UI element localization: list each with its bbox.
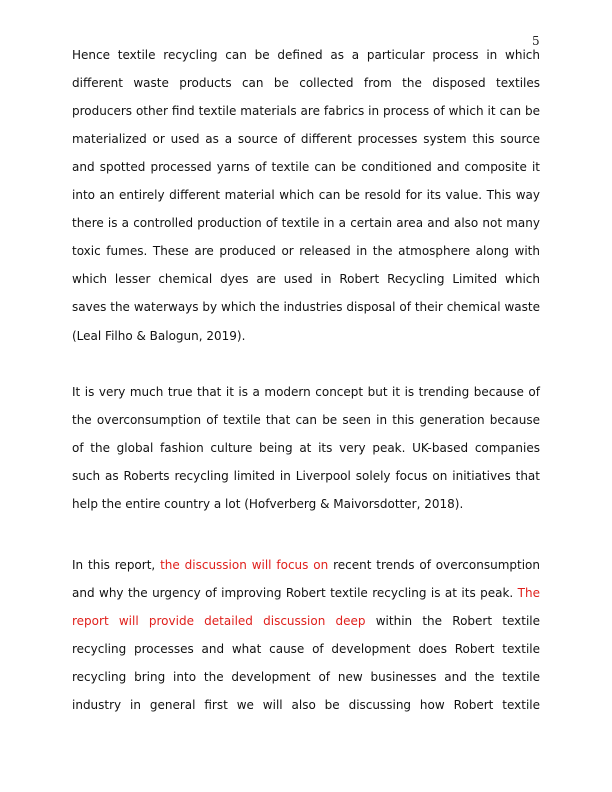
- text-segment: recycling processes and what cause of development does Robert textile: [72, 642, 540, 657]
- text-segment: In this report,: [72, 558, 161, 572]
- text-segment: help the entire country a lot (Hofverberg & Maivorsdotter, 2018).: [72, 497, 464, 512]
- highlighted-text: The: [517, 586, 540, 601]
- text-segment: producers other find textile materials are fabrics in process of which it can be: [72, 104, 540, 119]
- text-segment: recycling bring into the development of new businesses and the textile: [72, 670, 540, 685]
- text-segment: industry in general first we will also be discussing how Robert textile: [72, 698, 540, 713]
- text-segment: toxic fumes. These are produced or released in the atmosphere along with: [72, 244, 540, 259]
- text-segment: materialized or used as a source of different processes system this source: [72, 132, 540, 147]
- text-segment: of the global fashion culture being at its very peak. UK-based companies: [72, 441, 540, 456]
- text-line: [72, 468, 540, 484]
- text-segment: there is a controlled production of textile in a certain area and also not many: [72, 216, 540, 231]
- text-line: [72, 557, 540, 573]
- text-line: [72, 697, 540, 713]
- text-line: [72, 440, 540, 456]
- text-line: [72, 271, 540, 287]
- text-line: [72, 131, 540, 147]
- text-line: [72, 243, 540, 259]
- text-line: [72, 187, 540, 203]
- text-line: [72, 75, 540, 91]
- text-segment: and why the urgency of improving Robert textile recycling is at its peak.: [72, 586, 518, 601]
- text-line: [72, 669, 540, 685]
- text-segment: different waste products can be collected from the disposed textiles: [72, 76, 540, 91]
- text-segment: saves the waterways by which the industries disposal of their chemical waste: [72, 300, 540, 315]
- text-segment: It is very much true that it is a modern concept but it is trending because of: [72, 385, 540, 399]
- text-segment: Hence textile recycling can be defined as a particular process in which: [72, 48, 540, 62]
- highlighted-text: report will provide detailed discussion deep: [72, 614, 366, 629]
- text-line: [72, 496, 540, 512]
- highlighted-text: the discussion will focus on: [160, 558, 329, 572]
- text-line: [72, 299, 540, 315]
- text-segment: the overconsumption of textile that can be seen in this generation because: [72, 413, 540, 428]
- text-line: [72, 613, 540, 629]
- text-segment: such as Roberts recycling limited in Liverpool solely focus on initiatives that: [72, 469, 540, 484]
- text-segment: and spotted processed yarns of textile can be conditioned and composite it: [72, 160, 540, 175]
- text-line: [72, 103, 540, 119]
- text-segment: into an entirely different material which can be resold for its value. This way: [72, 188, 540, 203]
- text-segment: which lesser chemical dyes are used in Robert Recycling Limited which: [72, 272, 540, 287]
- text-line: [72, 215, 540, 231]
- text-segment: within the Robert textile: [365, 614, 540, 629]
- page-number: 5: [532, 34, 540, 48]
- text-line: [72, 384, 540, 400]
- text-line: [72, 328, 540, 344]
- text-line: [72, 585, 540, 601]
- text-line: [72, 47, 540, 63]
- text-line: [72, 641, 540, 657]
- text-segment: (Leal Filho & Balogun, 2019).: [72, 328, 246, 343]
- text-line: [72, 159, 540, 175]
- text-line: [72, 412, 540, 428]
- text-segment: recent trends of overconsumption: [328, 558, 540, 572]
